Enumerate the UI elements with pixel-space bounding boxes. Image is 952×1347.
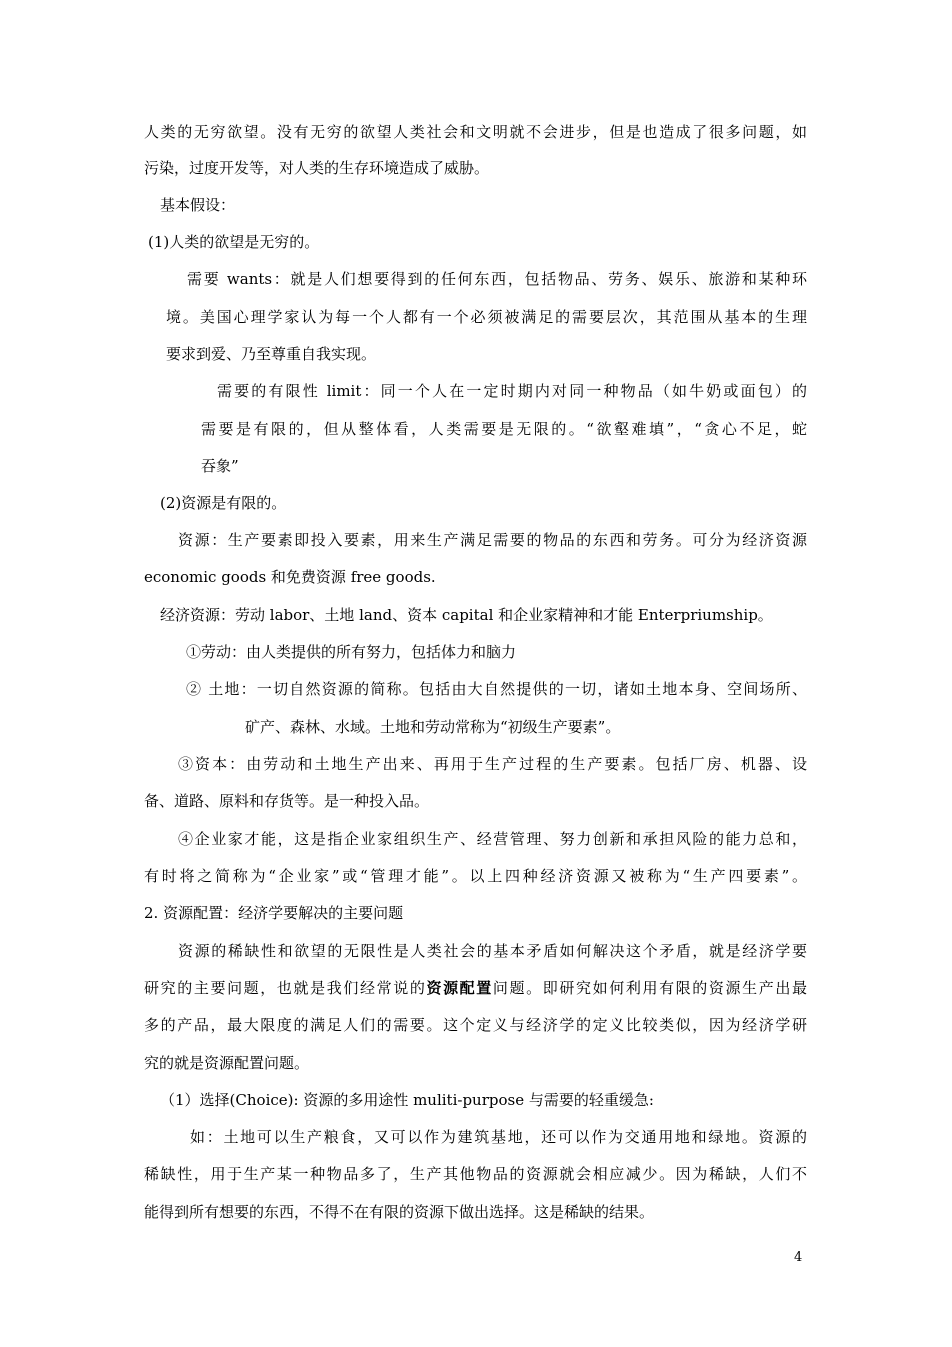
paragraph-line: 需要是有限的，但从整体看，人类需要是无限的。“欲壑难填”，“贪心不足，蛇 [201,420,807,438]
paragraph-line: 资源：生产要素即投入要素，用来生产满足需要的物品的东西和劳务。可分为经济资源 [178,531,807,549]
paragraph-line: 人类的无穷欲望。没有无穷的欲望人类社会和文明就不会进步，但是也造成了很多问题，如 [144,123,807,141]
paragraph-line: 经济资源：劳动 labor、土地 land、资本 capital 和企业家精神和才能 Enterpriumship。 [160,606,773,624]
paragraph-line: 能得到所有想要的东西，不得不在有限的资源下做出选择。这是稀缺的结果。 [144,1203,655,1221]
paragraph-line: 多的产品，最大限度的满足人们的需要。这个定义与经济学的定义比较类似，因为经济学研 [144,1016,807,1034]
paragraph-line: 需要的有限性 limit：同一个人在一定时期内对同一种物品（如牛奶或面包）的 [217,382,807,400]
paragraph-line: 资源的稀缺性和欲望的无限性是人类社会的基本矛盾如何解决这个矛盾，就是经济学要 [178,942,807,960]
list-item: ② 土地：一切自然资源的简称。包括由大自然提供的一切，诸如土地本身、空间场所、 [186,680,807,698]
page-number: 4 [794,1250,803,1265]
paragraph-line: 稀缺性，用于生产某一种物品多了，生产其他物品的资源就会相应减少。因为稀缺，人们不 [144,1165,807,1183]
paragraph-line: 吞象” [201,457,239,475]
paragraph-line: 污染，过度开发等，对人类的生存环境造成了威胁。 [144,159,490,177]
paragraph-line: 究的就是资源配置问题。 [144,1054,310,1072]
section-heading: 2. 资源配置：经济学要解决的主要问题 [144,904,404,922]
paragraph-line: 境。美国心理学家认为每一个人都有一个必须被满足的需要层次，其范围从基本的生理 [166,308,807,326]
list-heading: （1）选择(Choice): 资源的多用途性 muliti-purpose 与需要的轻重缓急: [160,1091,654,1109]
emphasis-term: 资源配置 [426,979,493,997]
text-run: 问题。即研究如何利用有限的资源生产出最 [492,979,807,997]
list-item: ④企业家才能，这是指企业家组织生产、经营管理、努力创新和承担风险的能力总和， [178,830,807,848]
list-item: ①劳动：由人类提供的所有努力，包括体力和脑力 [186,643,517,661]
list-heading: (2)资源是有限的。 [160,494,287,512]
paragraph-line: 如：土地可以生产粮食，又可以作为建筑基地，还可以作为交通用地和绿地。资源的 [190,1128,807,1146]
paragraph-line: 要求到爱、乃至尊重自我实现。 [166,345,377,363]
list-item: ③资本：由劳动和土地生产出来、再用于生产过程的生产要素。包括厂房、机器、设 [178,755,807,773]
paragraph-line: 有时将之简称为“企业家”或“管理才能”。以上四种经济资源又被称为“生产四要素”。 [144,867,807,885]
text-run: 研究的主要问题，也就是我们经常说的 [144,979,427,997]
paragraph-line: 矿产、森林、水域。土地和劳动常称为“初级生产要素”。 [245,718,621,736]
paragraph-line: 需要 wants：就是人们想要得到的任何东西，包括物品、劳务、娱乐、旅游和某种环 [187,270,807,288]
list-heading: (1)人类的欲望是无穷的。 [148,233,320,251]
paragraph-line: economic goods 和免费资源 free goods. [144,568,436,586]
section-label: 基本假设： [160,196,236,214]
paragraph-line: 备、道路、原料和存货等。是一种投入品。 [144,792,430,810]
paragraph-line [144,977,807,999]
